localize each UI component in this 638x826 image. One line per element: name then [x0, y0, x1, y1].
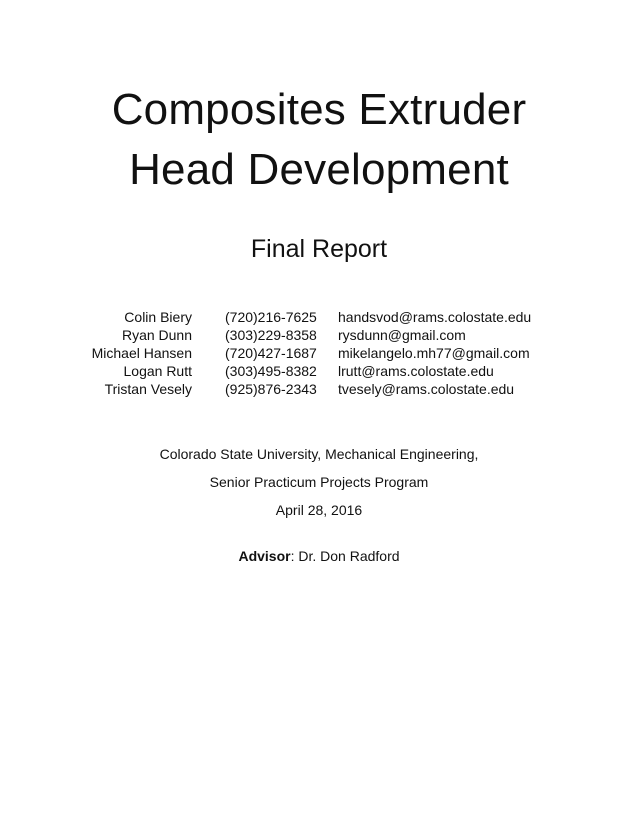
team-member-row — [0, 380, 638, 398]
team-member-name: Tristan Vesely — [104, 381, 192, 397]
team-member-phone: (303)495-8382 — [225, 363, 317, 379]
team-member-email: tvesely@rams.colostate.edu — [338, 381, 515, 397]
affiliation-line-2: Senior Practicum Projects Program — [209, 474, 429, 490]
report-subtitle: Final Report — [250, 235, 388, 263]
team-member-name: Ryan Dunn — [121, 327, 192, 343]
report-title-line-1: Composites Extruder — [111, 85, 527, 134]
team-member-phone: (303)229-8358 — [225, 327, 317, 343]
team-member-row — [0, 308, 638, 326]
team-member-row — [0, 344, 638, 362]
advisor-label: Advisor — [238, 548, 291, 564]
report-date: April 28, 2016 — [275, 502, 363, 518]
advisor-line — [0, 547, 638, 565]
team-member-phone: (720)216-7625 — [225, 309, 317, 325]
team-member-email: rysdunn@gmail.com — [338, 327, 466, 343]
team-member-name: Michael Hansen — [91, 345, 192, 361]
team-member-phone: (925)876-2343 — [225, 381, 317, 397]
team-member-email: handsvod@rams.colostate.edu — [338, 309, 532, 325]
team-member-row — [0, 326, 638, 344]
team-member-email: lrutt@rams.colostate.edu — [338, 363, 494, 379]
team-member-name: Logan Rutt — [123, 363, 192, 379]
report-title — [0, 80, 638, 200]
team-member-email: mikelangelo.mh77@gmail.com — [338, 345, 530, 361]
report-title-line-2: Head Development — [129, 145, 509, 194]
team-member-phone: (720)427-1687 — [225, 345, 317, 361]
team-contact-list — [0, 308, 638, 398]
advisor-name: : Dr. Don Radford — [290, 548, 400, 564]
team-member-name: Colin Biery — [124, 309, 192, 325]
team-member-row — [0, 362, 638, 380]
affiliation-line-1: Colorado State University, Mechanical Engineering, — [159, 446, 479, 462]
